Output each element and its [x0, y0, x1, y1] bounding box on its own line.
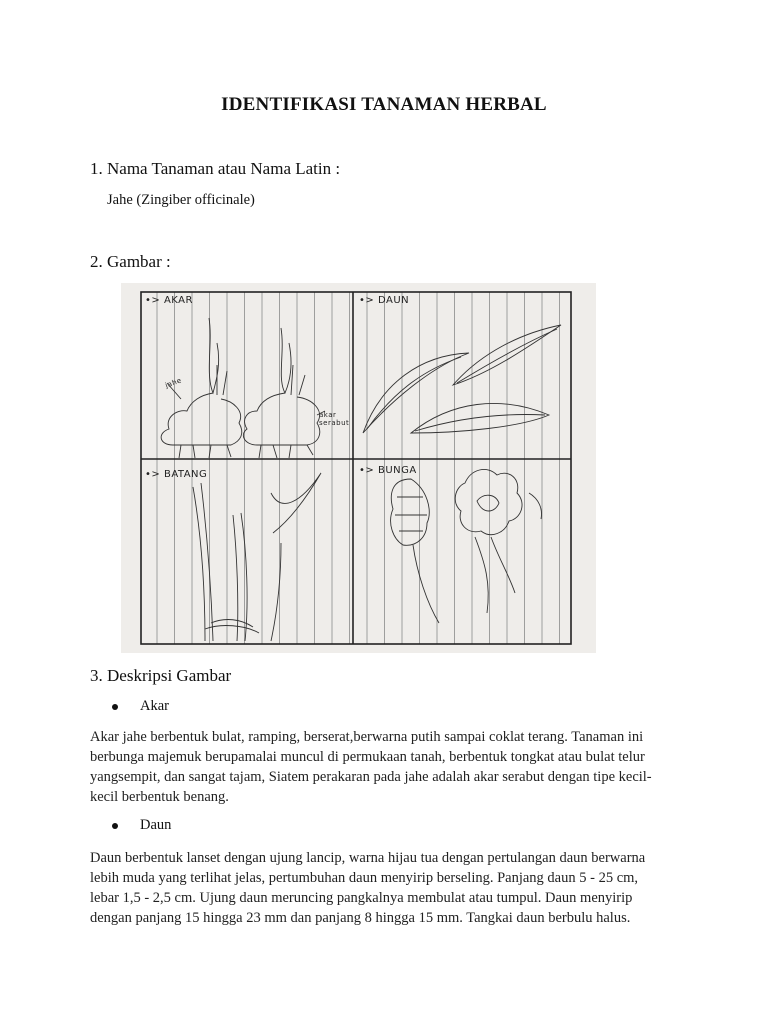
daun-line-1: Daun berbentuk lanset dengan ujung lancip, warna hijau tua dengan pertulangan daun berwarna	[90, 850, 646, 866]
annotation-jahe: jahe	[164, 376, 183, 390]
section-3-heading: 3. Deskripsi Gambar	[90, 666, 232, 685]
daun-description	[90, 848, 682, 928]
bullet-dot	[112, 823, 118, 829]
akar-line-4: kecil berbentuk benang.	[90, 789, 229, 805]
flower-drawing	[391, 469, 542, 623]
akar-line-3: yangsempit, dan sangat tajam, Siatem perakaran pada jahe adalah akar serabut dengan tipe kecil-	[90, 769, 652, 785]
document-title: IDENTIFIKASI TANAMAN HERBAL	[221, 94, 547, 115]
daun-line-4: dengan panjang 15 hingga 23 mm dan panjang 8 hingga 15 mm. Tangkai daun berbulu halus.	[90, 910, 631, 926]
daun-line-2: lebih muda yang terlihat jelas, pertumbuhan daun menyirip berseling. Panjang daun 5 - 25 cm,	[90, 870, 639, 886]
section-2-heading: 2. Gambar :	[90, 252, 171, 271]
akar-line-1: Akar jahe berbentuk bulat, ramping, berserat,berwarna putih sampai coklat terang. Tanaman ini	[90, 729, 644, 745]
panel-label-daun: •> DAUN	[359, 295, 410, 306]
daun-line-3: lebar 1,5 - 2,5 cm. Ujung daun meruncing pangkalnya membulat atau tumpul. Daun menyirip	[90, 890, 633, 906]
rhizome-drawing	[161, 318, 325, 458]
bullet-akar	[112, 698, 169, 715]
akar-line-2: berbunga majemuk berupamalai muncul di permukaan tanah, berbentuk tongkat atau bulat telur	[90, 749, 645, 765]
bullet-dot	[112, 704, 118, 710]
panel-label-bunga: •> BUNGA	[359, 465, 417, 476]
panel-label-batang: •> BATANG	[145, 469, 208, 480]
bullet-daun	[112, 817, 171, 834]
akar-description	[90, 727, 682, 807]
panel-label-akar: •> AKAR	[145, 295, 193, 306]
stem-drawing	[193, 473, 321, 641]
plant-name: Jahe (Zingiber officinale)	[107, 192, 255, 208]
section-1-heading: 1. Nama Tanaman atau Nama Latin :	[90, 159, 341, 178]
bullet-akar-label: Akar	[140, 698, 169, 714]
plant-drawing-figure	[121, 283, 596, 653]
bullet-daun-label: Daun	[140, 817, 172, 833]
annotation-akar-serabut: akar serabut	[319, 411, 350, 427]
leaves-drawing	[363, 325, 561, 433]
